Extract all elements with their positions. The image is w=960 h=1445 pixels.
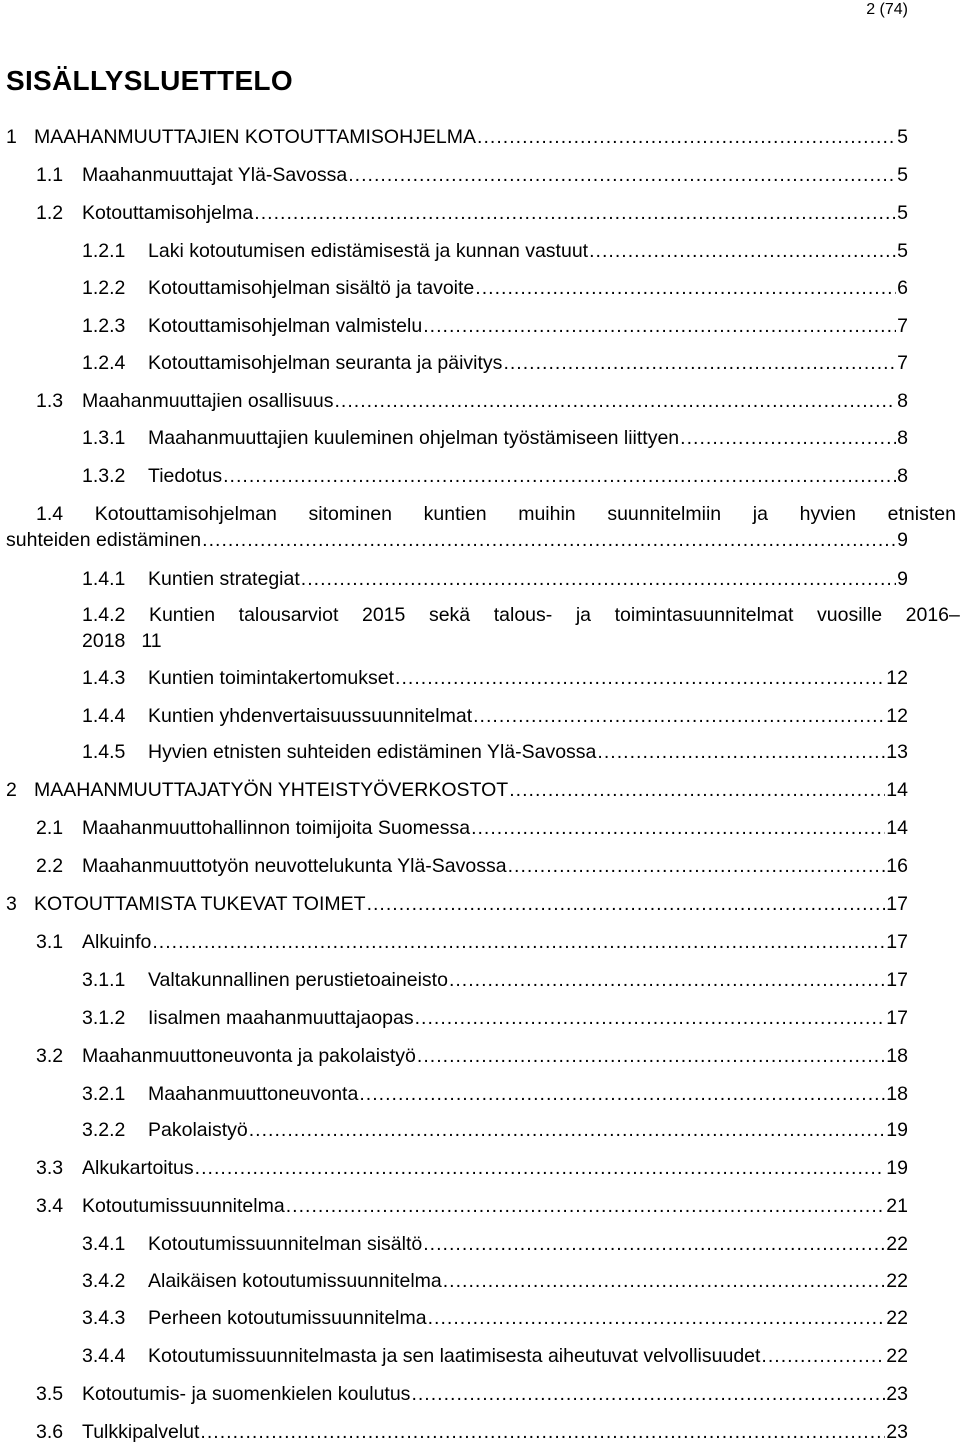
toc-label: Hyvien etnisten suhteiden edistäminen Ylä-Savossa bbox=[148, 741, 597, 763]
toc-entry-line bbox=[82, 602, 960, 628]
toc-page-number: 8 bbox=[897, 427, 908, 449]
toc-label-word: ja bbox=[575, 604, 592, 626]
toc-leader bbox=[415, 1005, 886, 1031]
toc-entry[interactable] bbox=[36, 1419, 908, 1445]
toc-number: 3.2.2 bbox=[82, 1119, 126, 1141]
toc-label: Perheen kotoutumissuunnitelma bbox=[148, 1307, 427, 1329]
toc-label: Maahanmuuttajien kuuleminen ohjelman työstämiseen liittyen bbox=[148, 427, 680, 449]
toc-label: suhteiden edistäminen bbox=[6, 529, 202, 551]
toc-entry[interactable] bbox=[6, 124, 908, 150]
toc-page-number: 5 bbox=[897, 240, 908, 262]
toc-entry[interactable] bbox=[82, 602, 960, 654]
toc-number: 3.1.2 bbox=[82, 1007, 126, 1029]
toc-number: 1.4.1 bbox=[82, 568, 126, 590]
toc-number: 3.4.2 bbox=[82, 1270, 126, 1292]
toc-leader bbox=[395, 665, 885, 691]
toc-entry[interactable] bbox=[82, 665, 908, 691]
toc-page-number: 22 bbox=[886, 1270, 908, 1292]
toc-number: 2.2 bbox=[36, 855, 64, 877]
toc-entry-line bbox=[36, 501, 956, 527]
toc-leader bbox=[359, 1081, 885, 1107]
toc-number: 1.4 bbox=[36, 503, 64, 525]
toc-entry[interactable] bbox=[82, 1231, 908, 1257]
toc-page-number: 8 bbox=[897, 465, 908, 487]
toc-label: MAAHANMUUTTAJATYÖN YHTEISTYÖVERKOSTOT bbox=[34, 779, 509, 801]
toc-label: Maahanmuuttohallinnon toimijoita Suomessa bbox=[82, 817, 471, 839]
toc-entry[interactable] bbox=[82, 1343, 908, 1369]
toc-leader bbox=[443, 1268, 886, 1294]
toc-label: KOTOUTTAMISTA TUKEVAT TOIMET bbox=[34, 893, 366, 915]
toc-leader bbox=[509, 777, 885, 803]
toc-leader bbox=[597, 739, 885, 765]
toc-entry[interactable] bbox=[82, 463, 908, 489]
toc-page-number: 23 bbox=[886, 1421, 908, 1443]
toc-label: Kotoutumissuunnitelman sisältö bbox=[148, 1233, 423, 1255]
toc-leader bbox=[417, 1043, 885, 1069]
toc-page-number: 23 bbox=[886, 1383, 908, 1405]
toc-leader bbox=[423, 1231, 885, 1257]
toc-leader bbox=[471, 815, 885, 841]
toc-label: Maahanmuuttajat Ylä-Savossa bbox=[82, 164, 348, 186]
toc-entry-line bbox=[82, 628, 960, 654]
page-title: SISÄLLYSLUETTELO bbox=[6, 65, 293, 96]
toc-label-word: vuosille bbox=[817, 604, 883, 626]
toc-entry[interactable] bbox=[82, 1081, 908, 1107]
toc-entry-line bbox=[6, 527, 956, 553]
toc-label: 2018 bbox=[82, 630, 126, 652]
toc-entry[interactable] bbox=[6, 891, 908, 917]
toc-label: Laki kotoutumisen edistämisestä ja kunnan vastuut bbox=[148, 240, 589, 262]
toc-page-number: 13 bbox=[886, 741, 908, 763]
toc-entry[interactable] bbox=[82, 275, 908, 301]
toc-label: Maahanmuuttoneuvonta ja pakolaistyö bbox=[82, 1045, 416, 1067]
toc-entry[interactable] bbox=[6, 501, 956, 553]
toc-leader bbox=[411, 1381, 885, 1407]
toc-entry[interactable] bbox=[36, 1043, 908, 1069]
toc-entry[interactable] bbox=[36, 1193, 908, 1219]
toc-entry[interactable] bbox=[82, 739, 908, 765]
toc-label: MAAHANMUUTTAJIEN KOTOUTTAMISOHJELMA bbox=[34, 126, 477, 148]
toc-number: 1 bbox=[6, 126, 17, 148]
toc-label: Tulkkipalvelut bbox=[82, 1421, 200, 1443]
toc-page-number: 17 bbox=[886, 931, 908, 953]
toc-leader bbox=[761, 1343, 885, 1369]
toc-entry[interactable] bbox=[82, 967, 908, 993]
toc-label: Alkukartoitus bbox=[82, 1157, 194, 1179]
toc-label-word: ja bbox=[752, 503, 768, 525]
toc-entry[interactable] bbox=[82, 1117, 908, 1143]
toc-page-number: 14 bbox=[886, 779, 908, 801]
toc-page-number: 11 bbox=[141, 630, 162, 652]
toc-page-number: 5 bbox=[897, 164, 908, 186]
toc-number: 1.4.2 bbox=[82, 604, 126, 626]
toc-label-word: hyvien bbox=[799, 503, 856, 525]
toc-page-number: 17 bbox=[886, 893, 908, 915]
toc-entry[interactable] bbox=[36, 200, 908, 226]
toc-label: Iisalmen maahanmuuttajaopas bbox=[148, 1007, 414, 1029]
toc-label-word: Kotouttamisohjelman bbox=[94, 503, 277, 525]
toc-page-number: 22 bbox=[886, 1307, 908, 1329]
toc-entry[interactable] bbox=[36, 853, 908, 879]
toc-page-number: 18 bbox=[886, 1045, 908, 1067]
toc-number: 3.5 bbox=[36, 1383, 64, 1405]
toc-label: Kotouttamisohjelman sisältö ja tavoite bbox=[148, 277, 475, 299]
toc-entry[interactable] bbox=[82, 1305, 908, 1331]
toc-entry[interactable] bbox=[82, 566, 908, 592]
toc-page-number: 17 bbox=[886, 969, 908, 991]
toc-number: 1.2.4 bbox=[82, 352, 126, 374]
toc-page-number: 18 bbox=[886, 1083, 908, 1105]
toc-number: 1.2.1 bbox=[82, 240, 126, 262]
toc-page-number: 19 bbox=[886, 1119, 908, 1141]
toc-leader bbox=[286, 1193, 886, 1219]
toc-leader bbox=[254, 200, 896, 226]
toc-label: Kuntien strategiat bbox=[148, 568, 300, 590]
toc-leader bbox=[449, 967, 885, 993]
toc-number: 3.4.1 bbox=[82, 1233, 126, 1255]
toc-entry[interactable] bbox=[36, 1381, 908, 1407]
toc-leader bbox=[475, 275, 896, 301]
toc-page-number: 22 bbox=[886, 1233, 908, 1255]
toc-label-word: sekä bbox=[428, 604, 471, 626]
toc-number: 1.4.5 bbox=[82, 741, 126, 763]
toc-label-word: talousarviot bbox=[238, 604, 339, 626]
toc-label: Maahanmuuttajien osallisuus bbox=[82, 390, 334, 412]
toc-entry[interactable] bbox=[36, 1155, 908, 1181]
toc-label: Kuntien yhdenvertaisuussuunnitelmat bbox=[148, 705, 473, 727]
toc-leader bbox=[223, 463, 896, 489]
toc-leader bbox=[477, 124, 896, 150]
toc-entry[interactable] bbox=[36, 815, 908, 841]
toc-label: Kotoutumissuunnitelma bbox=[82, 1195, 285, 1217]
toc-page-number: 21 bbox=[886, 1195, 908, 1217]
toc-leader bbox=[508, 853, 886, 879]
toc-number: 1.2.2 bbox=[82, 277, 126, 299]
toc-page-number: 5 bbox=[897, 202, 908, 224]
toc-number: 1.4.3 bbox=[82, 667, 126, 689]
toc-number: 1.3 bbox=[36, 390, 64, 412]
toc-number: 3.4.4 bbox=[82, 1345, 126, 1367]
toc-number: 3.2.1 bbox=[82, 1083, 126, 1105]
toc-label: Tiedotus bbox=[148, 465, 223, 487]
toc-label: Kotouttamisohjelma bbox=[82, 202, 254, 224]
toc-label-word: toimintasuunnitelmat bbox=[614, 604, 794, 626]
toc-label: Kotouttamisohjelman seuranta ja päivitys bbox=[148, 352, 503, 374]
toc-page-number: 7 bbox=[897, 315, 908, 337]
toc-number: 3.1 bbox=[36, 931, 64, 953]
toc-entry[interactable] bbox=[82, 238, 908, 264]
toc-leader bbox=[301, 566, 896, 592]
toc-leader bbox=[334, 388, 896, 414]
toc-entry[interactable] bbox=[36, 162, 908, 188]
toc-number: 1.1 bbox=[36, 164, 64, 186]
toc-number: 3.2 bbox=[36, 1045, 64, 1067]
toc-leader bbox=[423, 313, 896, 339]
toc-entry[interactable] bbox=[82, 425, 908, 451]
toc-label: Valtakunnallinen perustietoaineisto bbox=[148, 969, 448, 991]
toc-number: 1.2 bbox=[36, 202, 64, 224]
toc-page-number: 22 bbox=[886, 1345, 908, 1367]
toc-page-number: 8 bbox=[897, 390, 908, 412]
toc-label-word: kuntien bbox=[423, 503, 487, 525]
toc-label: Alkuinfo bbox=[82, 931, 152, 953]
toc-number: 3.4.3 bbox=[82, 1307, 126, 1329]
toc-number: 1.4.4 bbox=[82, 705, 126, 727]
toc-entry[interactable] bbox=[36, 388, 908, 414]
toc-label-word: talous- bbox=[493, 604, 553, 626]
toc-leader bbox=[195, 1155, 886, 1181]
toc-leader bbox=[202, 527, 896, 553]
toc-page-number: 9 bbox=[897, 529, 908, 551]
toc-leader bbox=[503, 350, 896, 376]
toc-entry[interactable] bbox=[82, 703, 908, 729]
toc-page-number: 16 bbox=[886, 855, 908, 877]
toc-label: Kotouttamisohjelman valmistelu bbox=[148, 315, 423, 337]
toc-number: 1.2.3 bbox=[82, 315, 126, 337]
toc-entry[interactable] bbox=[82, 1005, 908, 1031]
toc-page-number: 9 bbox=[897, 568, 908, 590]
toc-entry[interactable] bbox=[82, 350, 908, 376]
toc-number: 1.3.1 bbox=[82, 427, 126, 449]
toc-label: Alaikäisen kotoutumissuunnitelma bbox=[148, 1270, 442, 1292]
toc-label-word: sitominen bbox=[308, 503, 392, 525]
toc-label-word: suunnitelmiin bbox=[607, 503, 722, 525]
toc-number: 2 bbox=[6, 779, 17, 801]
toc-page-number: 12 bbox=[886, 667, 908, 689]
toc-leader bbox=[200, 1419, 885, 1445]
toc-leader bbox=[348, 162, 896, 188]
toc-leader bbox=[428, 1305, 886, 1331]
toc-label: Kotoutumis- ja suomenkielen koulutus bbox=[82, 1383, 411, 1405]
toc-label-word: 2016– bbox=[905, 604, 960, 626]
toc-page-number: 5 bbox=[897, 126, 908, 148]
toc-leader bbox=[367, 891, 886, 917]
toc-page-number: 14 bbox=[886, 817, 908, 839]
toc-number: 3.3 bbox=[36, 1157, 64, 1179]
toc-page-number: 17 bbox=[886, 1007, 908, 1029]
toc-entry[interactable] bbox=[82, 1268, 908, 1294]
toc-number: 2.1 bbox=[36, 817, 64, 839]
toc-label: Kotoutumissuunnitelmasta ja sen laatimisesta aiheutuvat velvollisuudet bbox=[148, 1345, 761, 1367]
toc-label: Pakolaistyö bbox=[148, 1119, 248, 1141]
toc-label-word: muihin bbox=[518, 503, 576, 525]
toc-page-number: 6 bbox=[897, 277, 908, 299]
page-number: 2 (74) bbox=[866, 1, 908, 18]
toc-number: 1.3.2 bbox=[82, 465, 126, 487]
toc-number: 3.1.1 bbox=[82, 969, 126, 991]
toc-page-number: 7 bbox=[897, 352, 908, 374]
toc-entry[interactable] bbox=[36, 929, 908, 955]
toc-leader bbox=[680, 425, 896, 451]
toc-leader bbox=[473, 703, 885, 729]
toc-label-word: Kuntien bbox=[148, 604, 216, 626]
toc-entry[interactable] bbox=[6, 777, 908, 803]
toc-leader bbox=[249, 1117, 886, 1143]
toc-label-word: 2015 bbox=[361, 604, 406, 626]
toc-number: 3.4 bbox=[36, 1195, 64, 1217]
toc-label: Maahanmuuttoneuvonta bbox=[148, 1083, 359, 1105]
toc-label: Maahanmuuttotyön neuvottelukunta Ylä-Savossa bbox=[82, 855, 507, 877]
toc-label: Kuntien toimintakertomukset bbox=[148, 667, 395, 689]
toc-leader bbox=[589, 238, 896, 264]
toc-leader bbox=[152, 929, 885, 955]
toc-page-number: 19 bbox=[886, 1157, 908, 1179]
toc-label-word: etnisten bbox=[887, 503, 956, 525]
toc-number: 3 bbox=[6, 893, 17, 915]
toc-entry[interactable] bbox=[82, 313, 908, 339]
toc-number: 3.6 bbox=[36, 1421, 64, 1443]
toc-page-number: 12 bbox=[886, 705, 908, 727]
